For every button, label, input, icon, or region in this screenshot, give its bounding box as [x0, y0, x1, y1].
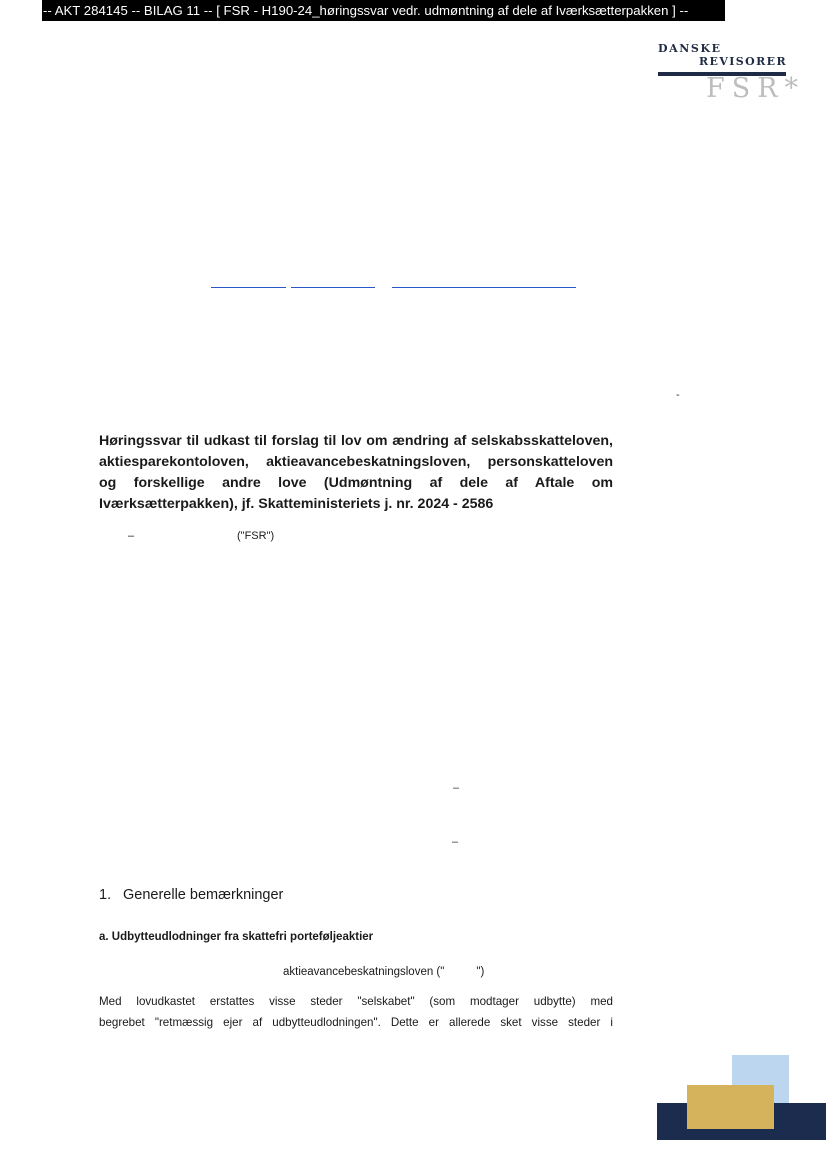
intro-dash: – — [128, 530, 135, 542]
stray-dash: - — [676, 389, 680, 401]
law-reference-close: ") — [476, 966, 485, 978]
decor-block-gold — [687, 1085, 774, 1129]
heading-line: Iværksætterpakken), jf. Skatteministeriets j. nr. 2024 - 2586 — [99, 496, 494, 512]
intro-abbreviation: ("FSR") — [237, 530, 275, 542]
logo-fsr-mark: FSR* — [706, 73, 806, 104]
law-reference — [283, 966, 484, 978]
logo-line-revisorer: REVISORER — [699, 55, 787, 68]
heading-line: aktiesparekontoloven, aktieavancebeskatningsloven, personskatteloven — [99, 454, 613, 470]
section-title: Generelle bemærkninger — [123, 887, 284, 903]
law-reference-text: aktieavancebeskatningsloven (" — [283, 966, 445, 978]
stray-dash: – — [452, 836, 459, 848]
section-heading — [99, 887, 283, 903]
document-stamp-banner: -- AKT 284145 -- BILAG 11 -- [ FSR - H190-24_høringssvar vedr. udmøntning af dele af Iværksætterpakken ] -- — [42, 0, 725, 21]
paragraph-line: Med lovudkastet erstattes visse steder "selskabet" (som modtager udbytte) med — [99, 995, 613, 1008]
body-paragraph — [99, 991, 613, 1033]
link-underline-1[interactable] — [211, 287, 286, 288]
stray-dash: – — [453, 782, 460, 794]
heading-line: Høringssvar til udkast til forslag til lov om ændring af selskabsskatteloven, — [99, 433, 613, 449]
section-number: 1. — [99, 887, 112, 903]
heading-line: og forskellige andre love (Udmøntning af dele af Aftale om — [99, 475, 613, 491]
document-heading — [99, 431, 613, 515]
link-underline-2[interactable] — [291, 287, 375, 288]
subsection-heading: a. Udbytteudlodninger fra skattefri porteføljeaktier — [99, 931, 374, 943]
paragraph-line: begrebet "retmæssig ejer af udbytteudlodningen". Dette er allerede sket visse steder i — [99, 1016, 613, 1029]
link-underline-3[interactable] — [392, 287, 576, 288]
logo-line-danske: DANSKE — [658, 42, 722, 55]
